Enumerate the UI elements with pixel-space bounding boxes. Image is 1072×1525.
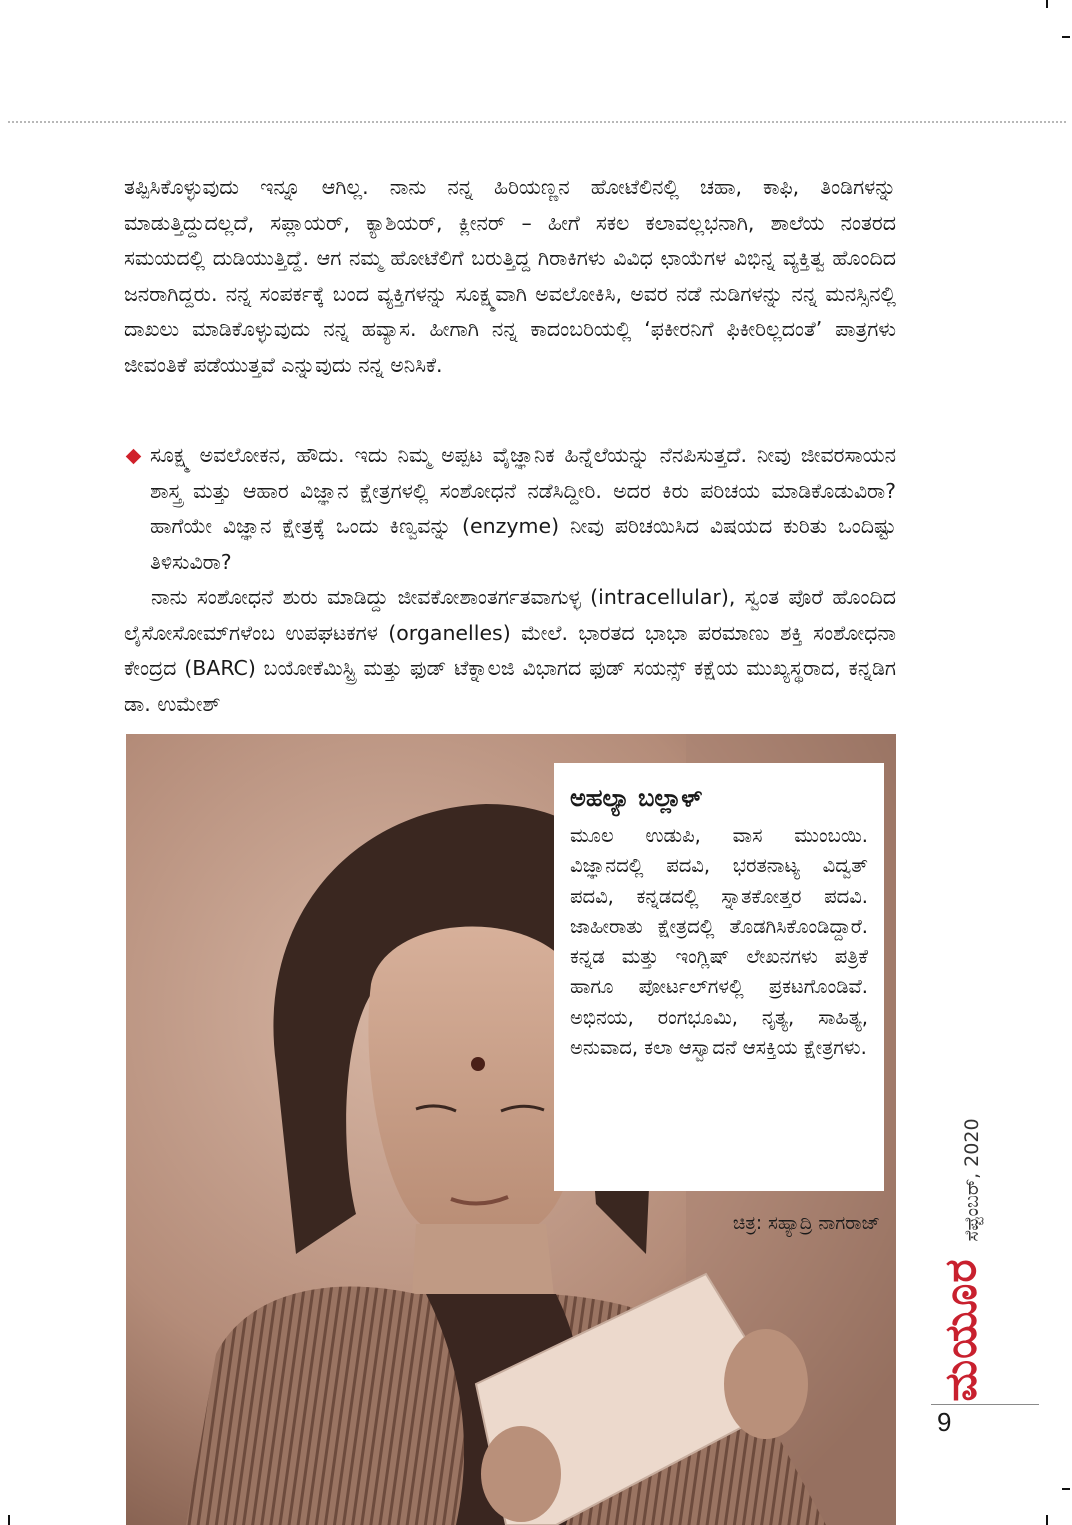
author-bio-box: [554, 763, 884, 1191]
footer-rule: [931, 1404, 1039, 1405]
author-bio-text: ಮೂಲ ಉಡುಪಿ, ವಾಸ ಮುಂಬಯಿ. ವಿಜ್ಞಾನದಲ್ಲಿ ಪದವಿ, ಭರತನಾಟ್ಯ ವಿದ್ವತ್ ಪದವಿ, ಕನ್ನಡದಲ್ಲಿ ಸ್ನಾತಕೋತ್ತರ ಪದವಿ. ಜಾಹೀರಾತು ಕ್ಷೇತ್ರದಲ್ಲಿ ತೊಡಗಿಸಿಕೊಂಡಿದ್ದಾರೆ. ಕನ್ನಡ ಮತ್ತು ಇಂಗ್ಲಿಷ್ ಲೇಖನಗಳು ಪತ್ರಿಕೆ ಹಾಗೂ ಪೋರ್ಟಲ್‌ಗಳಲ್ಲಿ ಪ್ರಕಟಗೊಂಡಿವೆ. ಅಭಿನಯ, ರಂಗಭೂಮಿ, ನೃತ್ಯ, ಸಾಹಿತ್ಯ, ಅನುವಾದ, ಕಲಾ ಆಸ್ವಾದನೆ ಆಸಕ್ತಿಯ ಕ್ಷೇತ್ರಗಳು.: [570, 824, 868, 1060]
crop-mark: [1062, 1488, 1070, 1490]
crop-mark: [1046, 1515, 1048, 1525]
question-text: ಸೂಕ್ಷ್ಮ ಅವಲೋಕನ, ಹೌದು. ಇದು ನಿಮ್ಮ ಅಪ್ಪಟ ವೈಜ್ಞಾನಿಕ ಹಿನ್ನೆಲೆಯನ್ನು ನೆನಪಿಸುತ್ತದೆ. ನೀವು ಜೀವರಸಾಯನ ಶಾಸ್ತ್ರ ಮತ್ತು ಆಹಾರ ವಿಜ್ಞಾನ ಕ್ಷೇತ್ರಗಳಲ್ಲಿ ಸಂಶೋಧನೆ ನಡೆಸಿದ್ದೀರಿ. ಅದರ ಕಿರು ಪರಿಚಯ ಮಾಡಿಕೊಡುವಿರಾ? ಹಾಗೆಯೇ ವಿಜ್ಞಾನ ಕ್ಷೇತ್ರಕ್ಕೆ ಒಂದು ಕಿಣ್ವವನ್ನು (enzyme) ನೀವು ಪರಿಚಯಿಸಿದ ವಿಷಯದ ಕುರಿತು ಒಂದಿಷ್ಟು ತಿಳಿಸುವಿರಾ?: [150, 443, 896, 574]
magazine-logo: [930, 1260, 992, 1400]
interview-question: [124, 438, 896, 580]
body-paragraph: ತಪ್ಪಿಸಿಕೊಳ್ಳುವುದು ಇನ್ನೂ ಆಗಿಲ್ಲ. ನಾನು ನನ್ನ ಹಿರಿಯಣ್ಣನ ಹೋಟೆಲಿನಲ್ಲಿ ಚಹಾ, ಕಾಫಿ, ತಿಂಡಿಗಳನ್ನು ಮಾಡುತ್ತಿದ್ದುದಲ್ಲದೆ, ಸಪ್ಲಾಯರ್, ಕ್ಯಾಶಿಯರ್, ಕ್ಲೀನರ್ – ಹೀಗೆ ಸಕಲ ಕಲಾವಲ್ಲಭನಾಗಿ, ಶಾಲೆಯ ನಂತರದ ಸಮಯದಲ್ಲಿ ದುಡಿಯುತ್ತಿದ್ದೆ. ಆಗ ನಮ್ಮ ಹೋಟೆಲಿಗೆ ಬರುತ್ತಿದ್ದ ಗಿರಾಕಿಗಳು ವಿವಿಧ ಛಾಯೆಗಳ ವಿಭಿನ್ನ ವ್ಯಕ್ತಿತ್ವ ಹೊಂದಿದ ಜನರಾಗಿದ್ದರು. ನನ್ನ ಸಂಪರ್ಕಕ್ಕೆ ಬಂದ ವ್ಯಕ್ತಿಗಳನ್ನು ಸೂಕ್ಷ್ಮವಾಗಿ ಅವಲೋಕಿಸಿ, ಅವರ ನಡೆ ನುಡಿಗಳನ್ನು ನನ್ನ ಮನಸ್ಸಿನಲ್ಲಿ ದಾಖಲು ಮಾಡಿಕೊಳ್ಳುವುದು ನನ್ನ ಹವ್ಯಾಸ. ಹೀಗಾಗಿ ನನ್ನ ಕಾದಂಬರಿಯಲ್ಲಿ ‘ಫಕೀರನಿಗೆ ಫಿಕೀರಿಲ್ಲದಂತೆ’ ಪಾತ್ರಗಳು ಜೀವಂತಿಕೆ ಪಡೆಯುತ್ತವೆ ಎನ್ನುವುದು ನನ್ನ ಅನಿಸಿಕೆ.: [124, 175, 896, 377]
issue-date-text: ಸೆಪ್ಟೆಂಬರ್, 2020: [961, 1118, 983, 1242]
issue-date: [957, 1090, 987, 1270]
author-name: ಅಹಲ್ಯಾ ಬಲ್ಲಾಳ್: [570, 784, 703, 812]
photo-credit: ಚಿತ್ರ: ಸಹ್ಯಾದ್ರಿ ನಾಗರಾಜ್: [732, 1213, 880, 1234]
answer-paragraph: ನಾನು ಸಂಶೋಧನೆ ಶುರು ಮಾಡಿದ್ದು ಜೀವಕೋಶಾಂತರ್ಗತವಾಗುಳ್ಳ (intracellular), ಸ್ವಂತ ಪೊರೆ ಹೊಂದಿದ ಲೈಸೋಸೋಮ್‌ಗಳೆಂಬ ಉಪಘಟಕಗಳ (organelles) ಮೇಲೆ. ಭಾರತದ ಭಾಭಾ ಪರಮಾಣು ಶಕ್ತಿ ಸಂಶೋಧನಾ ಕೇಂದ್ರದ (BARC) ಬಯೋಕೆಮಿಸ್ಟ್ರಿ ಮತ್ತು ಫುಡ್ ಟೆಕ್ನಾಲಜಿ ವಿಭಾಗದ ಫುಡ್ ಸಯನ್ಸ್ ಕಕ್ಷೆಯ ಮುಖ್ಯಸ್ಥರಾದ, ಕನ್ನಡಿಗ ಡಾ. ಉಮೇಶ್: [124, 585, 896, 716]
question-bullet-icon: [126, 449, 142, 465]
magazine-logo-text: ಮಯೂರ: [935, 1258, 987, 1402]
crop-mark: [8, 1515, 10, 1525]
header-dotted-rule: [8, 121, 1066, 123]
crop-mark: [1062, 36, 1070, 38]
crop-mark: [1046, 0, 1048, 8]
page-number: 9: [937, 1407, 952, 1437]
